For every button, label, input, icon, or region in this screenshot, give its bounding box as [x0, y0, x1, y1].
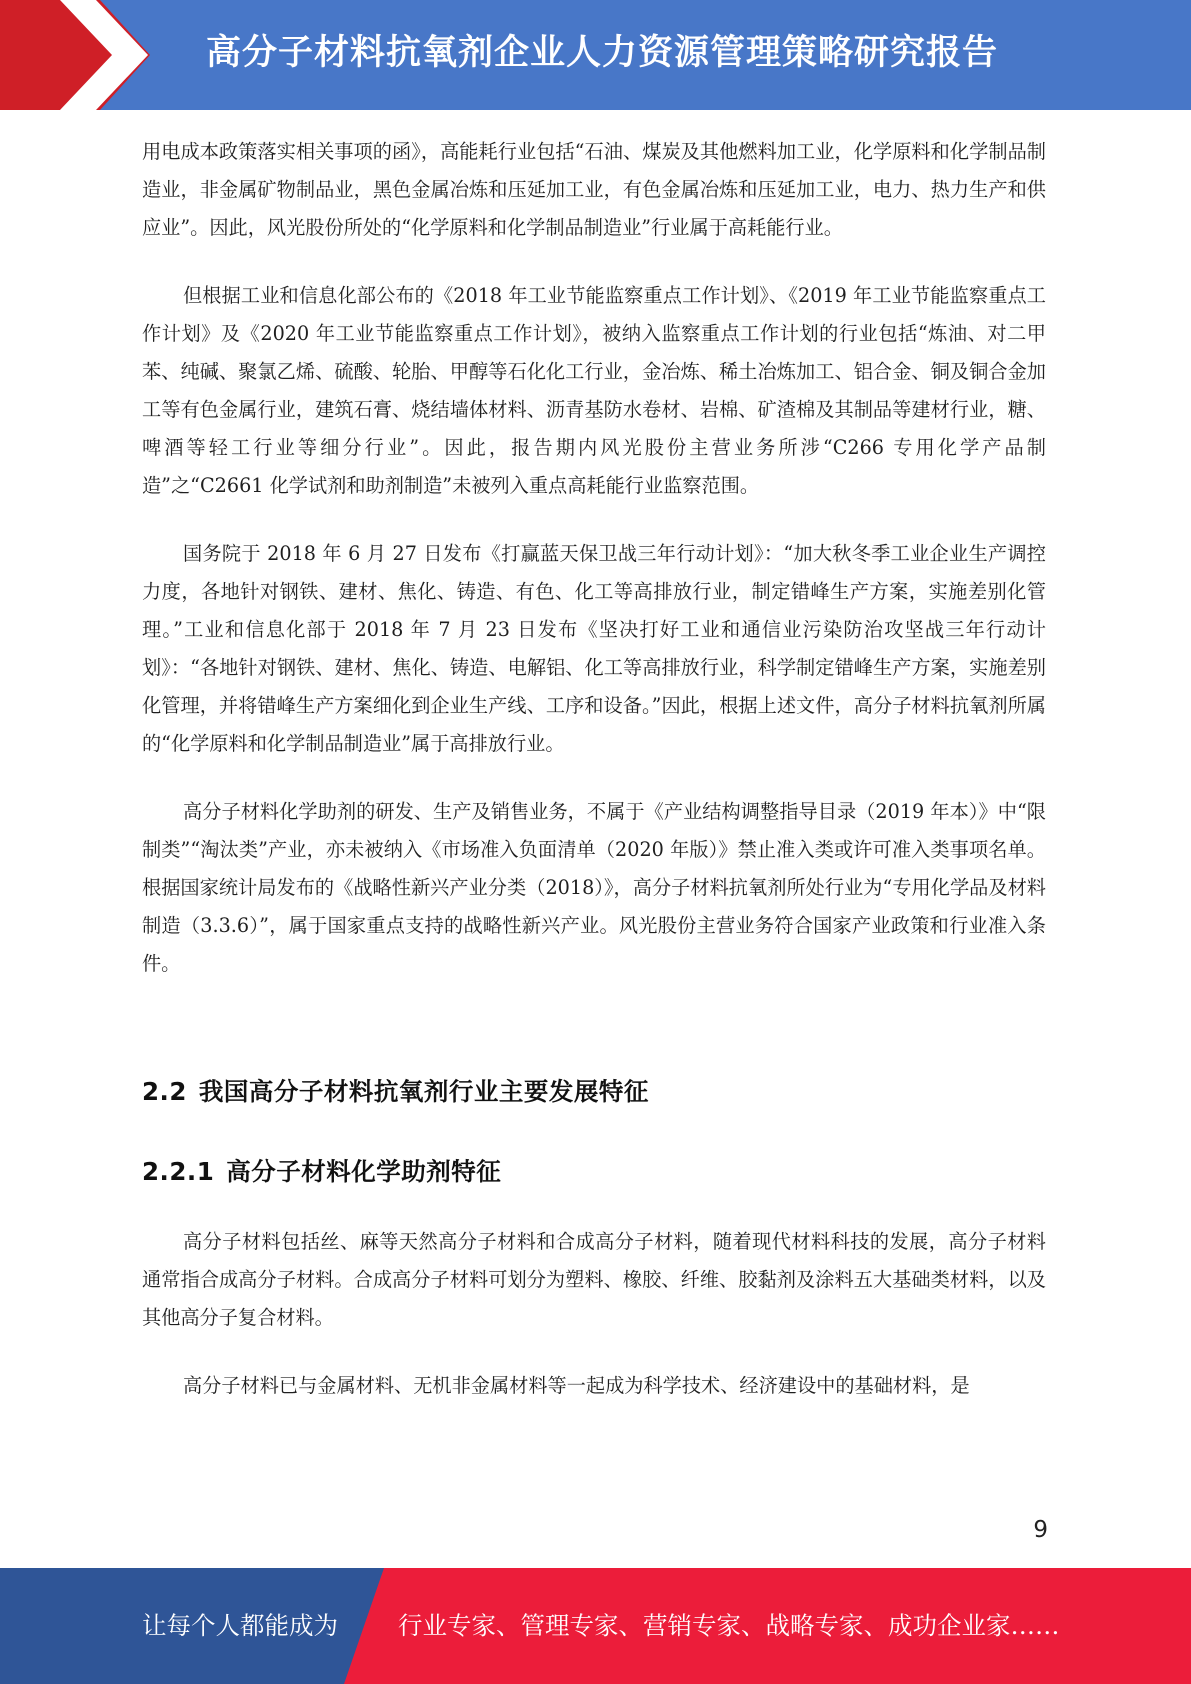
- section-title: 我国高分子材料抗氧剂行业主要发展特征: [198, 1077, 649, 1106]
- subsection-heading-2-2-1: [142, 1151, 1046, 1193]
- section-heading-2-2: [142, 1071, 1046, 1113]
- page-header: [0, 0, 1191, 110]
- footer-slogan-right: 行业专家、管理专家、营销专家、战略专家、成功企业家……: [398, 1611, 1060, 1640]
- subsection-title: 高分子材料化学助剂特征: [226, 1157, 502, 1186]
- report-title: 高分子材料抗氧剂企业人力资源管理策略研究报告: [206, 33, 999, 73]
- paragraph-1: 用电成本政策落实相关事项的函》，高能耗行业包括“石油、煤炭及其他燃料加工业，化学原料和化学制品制造业，非金属矿物制品业，黑色金属冶炼和压延加工业，有色金属冶炼和压延加工业，电力、热力生产和供应业”。因此，风光股份所处的“化学原料和化学制品制造业”行业属于高耗能行业。: [142, 140, 1046, 239]
- paragraph-2: 但根据工业和信息化部公布的《2018 年工业节能监察重点工作计划》、《2019 年工业节能监察重点工作计划》及《2020 年工业节能监察重点工作计划》，被纳入监察重点工作计划的行业包括“炼油、对二甲苯、纯碱、聚氯乙烯、硫酸、轮胎、甲醇等石化化工行业，金冶炼、稀土冶炼加工、铝合金、铜及铜合金加工等有色金属行业，建筑石膏、烧结墙体材料、沥青基防水卷材、岩棉、矿渣棉及其制品等建材行业，糖、啤酒等轻工行业等细分行业”。因此，报告期内风光股份主营业务所涉“C266 专用化学产品制造”之“C2661 化学试剂和助剂制造”未被列入重点高耗能行业监察范围。: [142, 284, 1046, 497]
- document-body: [142, 133, 1046, 1405]
- paragraph-4: 高分子材料化学助剂的研发、生产及销售业务，不属于《产业结构调整指导目录（2019 年本）》中“限制类”“淘汰类”产业，亦未被纳入《市场准入负面清单（2020 年版）》禁止准入类或许可准入类事项名单。根据国家统计局发布的《战略性新兴产业分类（2018）》，高分子材料抗氧剂所处行业为“专用化学品及材料制造（3.3.6）”，属于国家重点支持的战略性新兴产业。风光股份主营业务符合国家产业政策和行业准入条件。: [142, 800, 1046, 975]
- page-footer: [0, 1568, 1191, 1684]
- header-chevron-decoration: [0, 0, 160, 110]
- paragraph-3: 国务院于 2018 年 6 月 27 日发布《打赢蓝天保卫战三年行动计划》：“加大秋冬季工业企业生产调控力度，各地针对钢铁、建材、焦化、铸造、有色、化工等高排放行业，制定错峰生产方案，实施差别化管理。”工业和信息化部于 2018 年 7 月 23 日发布《坚决打好工业和通信业污染防治攻坚战三年行动计划》：“各地针对钢铁、建材、焦化、铸造、电解铝、化工等高排放行业，科学制定错峰生产方案，实施差别化管理，并将错峰生产方案细化到企业生产线、工序和设备。”因此，根据上述文件，高分子材料抗氧剂所属的“化学原料和化学制品制造业”属于高排放行业。: [142, 542, 1046, 755]
- page-number: 9: [1033, 1517, 1048, 1543]
- footer-slogan-left: 让每个人都能成为: [142, 1611, 338, 1640]
- section-number: 2.2: [142, 1077, 187, 1106]
- paragraph-6: 高分子材料已与金属材料、无机非金属材料等一起成为科学技术、经济建设中的基础材料，是: [183, 1374, 970, 1397]
- paragraph-5: 高分子材料包括丝、麻等天然高分子材料和合成高分子材料，随着现代材料科技的发展，高分子材料通常指合成高分子材料。合成高分子材料可划分为塑料、橡胶、纤维、胶黏剂及涂料五大基础类材料，以及其他高分子复合材料。: [142, 1230, 1046, 1329]
- subsection-number: 2.2.1: [142, 1157, 215, 1186]
